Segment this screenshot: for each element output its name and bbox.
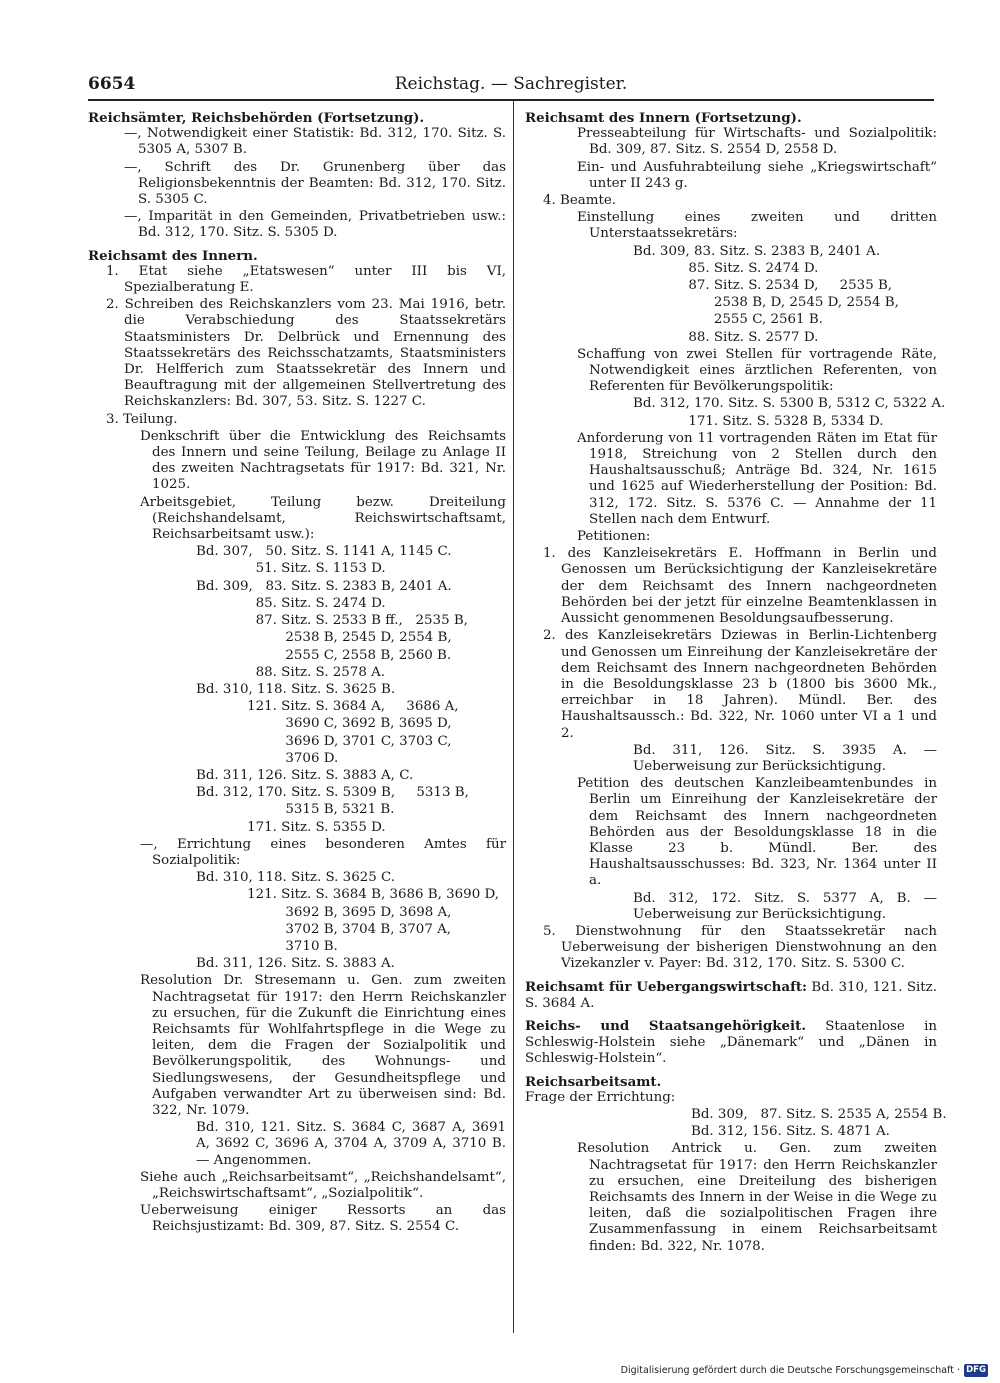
index-entry: 1. Etat siehe „Etatswesen“ unter III bis VI, Spezialberatung E. <box>106 263 506 296</box>
reference-line: Bd. 309, 83. Sitz. S. 2383 B, 2401 A. <box>633 243 881 259</box>
left-column <box>88 110 506 1237</box>
reference-line: 121. Sitz. S. 3684 A, 3686 A, <box>196 699 459 715</box>
index-heading: Reichsamt des Innern (Fortsetzung). <box>525 110 802 126</box>
right-column <box>525 110 947 1256</box>
reference-line: Bd. 312, 170. Sitz. S. 5309 B, 5313 B, <box>196 785 469 801</box>
index-heading: Reichsamt des Innern. <box>88 247 258 264</box>
index-entry: Resolution Dr. Stresemann u. Gen. zum zweiten Nachtragsetat für 1917: den Herrn Reichskanzler zu ersuchen, für die Zukunft die Einrichtung eines Reichsamts für Wohlfahrtspflege in die Wege zu leiten, dem die Fragen der Sozialpolitik und Bevölkerungspolitik, des Wohnungs- und Siedlungswesens, der Gesundheitspflege und Aufgaben verwandter Art zu überweisen sind: Bd. 322, Nr. 1079. <box>140 973 506 1118</box>
running-title: Reichstag. — Sachregister. <box>394 74 628 94</box>
index-entry: Bd. 312, 172. Sitz. S. 5377 A, B. — Ueberweisung zur Berücksichtigung. <box>633 890 937 922</box>
index-entry: —, Notwendigkeit einer Statistik: Bd. 312, 170. Sitz. S. 5305 A, 5307 B. <box>124 126 506 158</box>
reference-line: 3696 D, 3701 C, 3703 C, <box>196 733 452 749</box>
index-entry: Denkschrift über die Entwicklung des Reichsamts des Innern und seine Teilung, Beilage zu Anlage II des zweiten Nachtragsetats für 1917: Bd. 321, Nr. 1025. <box>140 428 506 493</box>
reference-line: Bd. 310, 118. Sitz. S. 3625 C. <box>196 870 396 886</box>
reference-line: 171. Sitz. S. 5355 D. <box>196 819 386 835</box>
reference-line: 3702 B, 3704 B, 3707 A, <box>196 921 452 937</box>
index-entry: Ein- und Ausfuhrabteilung siehe „Kriegswirtschaft“ unter II 243 g. <box>577 159 937 191</box>
index-entry: Bd. 311, 126. Sitz. S. 3935 A. — Ueberweisung zur Berücksichtigung. <box>633 742 937 774</box>
index-entry: —, Errichtung eines besonderen Amtes für Sozialpolitik: <box>140 836 506 868</box>
index-entry: Petitionen: <box>577 529 651 545</box>
reference-line: 85. Sitz. S. 2474 D. <box>196 595 386 611</box>
page-number: 6654 <box>88 74 136 94</box>
index-heading: Reichsämter, Reichsbehörden (Fortsetzung). <box>88 110 425 126</box>
index-entry: Presseabteilung für Wirtschafts- und Sozialpolitik: Bd. 309, 87. Sitz. S. 2554 D, 2558 D. <box>577 126 937 158</box>
index-entry: 1. des Kanzleisekretärs E. Hoffmann in Berlin und Genossen um Berücksichtigung der Kanzleisekretäre der dem Reichsamt des Innern nachgeordneten Behörden bei der jetzt für einzelne Beamtenklassen in Aussicht genommenen Besoldungsaufbesserung. <box>543 546 937 627</box>
reference-line: Bd. 309, 83. Sitz. S. 2383 B, 2401 A. <box>196 578 452 594</box>
index-entry: 4. Beamte. <box>543 193 617 209</box>
reference-line: 87. Sitz. S. 2533 B ff., 2535 B, <box>196 613 468 629</box>
reference-line: 2538 B, 2545 D, 2554 B, <box>196 630 452 646</box>
index-entry: Bd. 310, 121. Sitz. S. 3684 C, 3687 A, 3691 A, 3692 C, 3696 A, 3704 A, 3709 A, 3710 B.— Angenommen. <box>196 1120 506 1168</box>
reference-line: 2555 C, 2561 B. <box>633 312 823 328</box>
reference-line: 171. Sitz. S. 5328 B, 5334 D. <box>633 413 884 429</box>
index-entry: Frage der Errichtung: <box>525 1089 676 1105</box>
reference-line: Bd. 312, 156. Sitz. S. 4871 A. <box>691 1124 890 1140</box>
reference-line: 87. Sitz. S. 2534 D, 2535 B, <box>633 278 893 294</box>
index-entry: Siehe auch „Reichsarbeitsamt“, „Reichshandelsamt“, „Reichswirtschaftsamt“, „Sozialpolitik“. <box>140 1169 506 1201</box>
header-rule <box>88 99 934 101</box>
reference-line: 2538 B, D, 2545 D, 2554 B, <box>633 295 899 311</box>
index-heading: Reichsarbeitsamt. <box>525 1073 662 1090</box>
reference-line: 3710 B. <box>196 938 338 954</box>
reference-line: Bd. 310, 118. Sitz. S. 3625 B. <box>196 681 396 697</box>
reference-line: Bd. 312, 170. Sitz. S. 5300 B, 5312 C, 5322 A. <box>633 396 946 412</box>
reference-line: 121. Sitz. S. 3684 B, 3686 B, 3690 D, <box>196 887 499 903</box>
index-entry: —, Imparität in den Gemeinden, Privatbetrieben usw.: Bd. 312, 170. Sitz. S. 5305 D. <box>124 209 506 241</box>
index-entry: 3. Teilung. <box>106 411 178 427</box>
index-entry: Schaffung von zwei Stellen für vortragende Räte, Notwendigkeit eines ärztlichen Referenten, von Referenten für Bevölkerungspolitik: <box>577 346 937 395</box>
index-entry: Arbeitsgebiet, Teilung bezw. Dreiteilung (Reichshandelsamt, Reichswirtschaftsamt, Reichsarbeitsamt usw.): <box>140 494 506 543</box>
index-entry: 2. des Kanzleisekretärs Dziewas in Berlin-Lichtenberg und Genossen um Einreihung der Kanzleisekretäre der dem Reichsamt des Innern nachgeordneten Behörden in die Besoldungsklasse 23 b (1800 bis 3600 Mk., erreichbar in 18 Jahren). Mündl. Ber. des Haushaltsaussch.: Bd. 322, Nr. 1060 unter VI a 1 und 2. <box>543 628 937 741</box>
column-divider <box>513 101 514 1333</box>
reference-line: 5315 B, 5321 B. <box>196 802 395 818</box>
reference-line: 51. Sitz. S. 1153 D. <box>196 561 386 577</box>
footer <box>600 1365 988 1379</box>
running-header <box>88 70 934 100</box>
dfg-logo: DFG <box>964 1364 988 1377</box>
index-entry: Ueberweisung einiger Ressorts an das Reichsjustizamt: Bd. 309, 87. Sitz. S. 2554 C. <box>140 1203 506 1235</box>
entry-keyword: Reichs- und Staatsangehörigkeit. <box>525 1017 806 1034</box>
reference-line: Bd. 307, 50. Sitz. S. 1141 A, 1145 C. <box>196 544 452 560</box>
reference-line: 85. Sitz. S. 2474 D. <box>633 260 819 276</box>
index-entry: Resolution Antrick u. Gen. zum zweiten Nachtragsetat für 1917: den Herrn Reichskanzler zu ersuchen, eine Dreiteilung des bisherigen Reichsamts des Innern in der Weise in die Wege zu leiten, daß die sozialpolitischen Fragen ihre Zusammenfassung in einem Reichsarbeitsamt finden: Bd. 322, Nr. 1078. <box>577 1141 937 1254</box>
index-entry: Anforderung von 11 vortragenden Räten im Etat für 1918, Streichung von 2 Stellen durch den Haushaltsausschuß; Anträge Bd. 324, Nr. 1615 und 1625 auf Wiederherstellung der Position: Bd. 312, 172. Sitz. S. 5376 C. — Annahme der 11 Stellen nach dem Entwurf. <box>577 430 937 527</box>
index-entry: 2. Schreiben des Reichskanzlers vom 23. Mai 1916, betr. die Verabschiedung des Staatssekretärs Staatsministers Dr. Delbrück und Ernennung des Staatssekretärs des Reichsschatzamts, Staatsministers Dr. Helfferich zum Staatssekretär des Innern und Beauftragung mit der allgemeinen Stellvertretung des Reichskanzlers: Bd. 307, 53. Sitz. S. 1227 C. <box>106 297 506 410</box>
entry-text: Staatenlose in Schleswig-Holstein siehe „Dänemark“ und „Dänen in Schleswig-Holstein“. <box>525 1018 937 1067</box>
reference-line: 88. Sitz. S. 2577 D. <box>633 329 819 345</box>
reference-line: 2555 C, 2558 B, 2560 B. <box>196 647 452 663</box>
index-entry: 5. Dienstwohnung für den Staatssekretär nach Ueberweisung der bisherigen Dienstwohnung an den Vizekanzler v. Payer: Bd. 312, 170. Sitz. S. 5300 C. <box>543 923 937 972</box>
reference-line: Bd. 311, 126. Sitz. S. 3883 A. <box>196 956 395 972</box>
index-entry: Einstellung eines zweiten und dritten Unterstaatssekretärs: <box>577 210 937 242</box>
index-entry-heading <box>525 1018 937 1068</box>
reference-line: 88. Sitz. S. 2578 A. <box>196 664 386 680</box>
index-entry: —, Schrift des Dr. Grunenberg über das Religionsbekenntnis der Beamten: Bd. 312, 170. Sitz. S. 5305 C. <box>124 159 506 208</box>
reference-line: Bd. 309, 87. Sitz. S. 2535 A, 2554 B. <box>691 1106 947 1122</box>
footer-credit: Digitalisierung gefördert durch die Deutsche Forschungsgemeinschaft · <box>620 1365 960 1376</box>
reference-line: 3706 D. <box>196 750 339 766</box>
index-entry-heading <box>525 979 937 1012</box>
entry-keyword: Reichsamt für Uebergangswirtschaft: <box>525 978 807 995</box>
entry-text: Bd. 310, 121. Sitz. S. 3684 A. <box>525 979 937 1011</box>
reference-line: 3692 B, 3695 D, 3698 A, <box>196 904 452 920</box>
reference-line: Bd. 311, 126. Sitz. S. 3883 A, C. <box>196 767 414 783</box>
index-entry: Petition des deutschen Kanzleibeamtenbundes in Berlin um Einreihung der Kanzleisekretäre der dem Reichsamt des Innern nachgeordneten Behörden aus der Besoldungsklasse 18 in die Klasse 23 b. Mündl. Ber. des Haushaltsausschusses: Bd. 323, Nr. 1364 unter II a. <box>577 776 937 889</box>
reference-line: 3690 C, 3692 B, 3695 D, <box>196 716 452 732</box>
